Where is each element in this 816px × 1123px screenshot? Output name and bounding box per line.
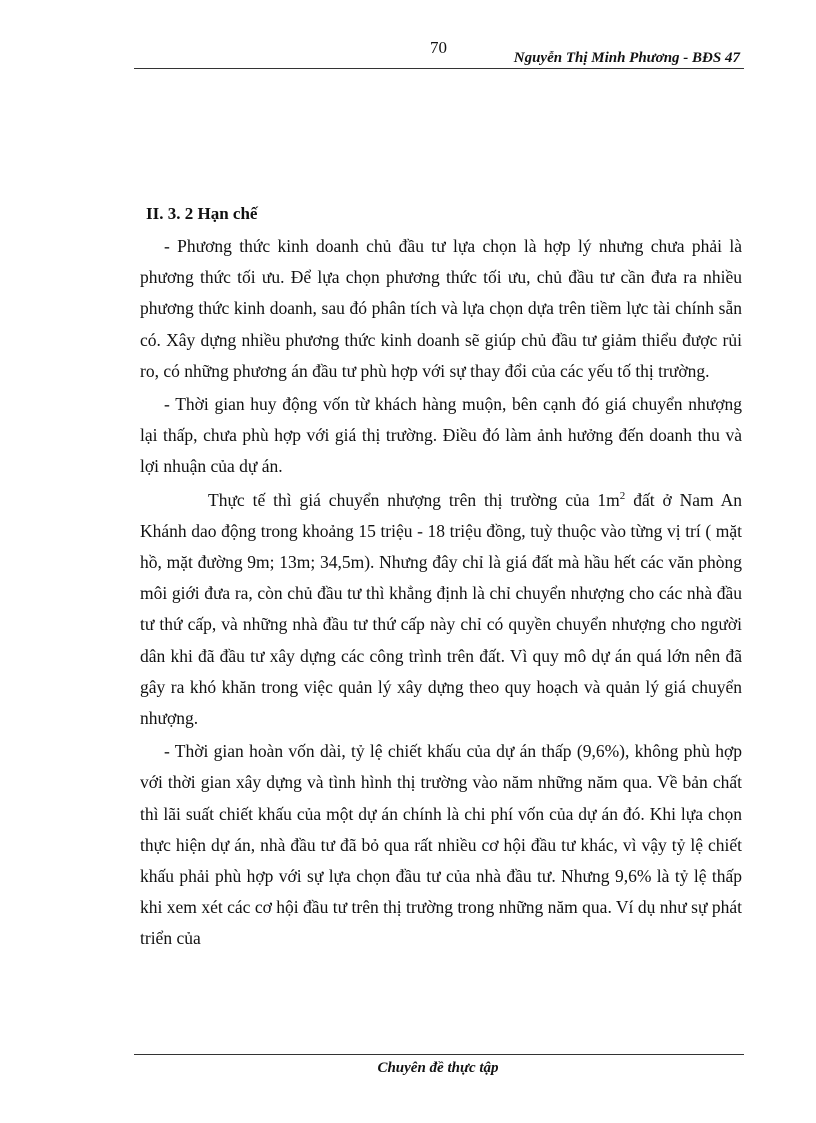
price-text-start: Thực tế thì giá chuyển nhượng trên thị trường của 1m: [208, 489, 620, 510]
paragraph-capital-mobilization: - Thời gian huy động vốn từ khách hàng muộn, bên cạnh đó giá chuyển nhượng lại thấp, chưa phù hợp với giá thị trường. Điều đó làm ảnh hưởng đến doanh thu và lợi nhuận của dự án.: [140, 394, 742, 477]
footer-text: Chuyên đề thực tập: [377, 1060, 499, 1076]
page-number: 70: [430, 38, 447, 57]
document-body: [140, 198, 742, 957]
paragraph-business-method: - Phương thức kinh doanh chủ đầu tư lựa chọn là hợp lý nhưng chưa phải là phương thức tối ưu. Để lựa chọn phương thức tối ưu, chủ đầu tư cần đưa ra nhiều phương thức kinh doanh, sau đó phân tích và lựa chọn dựa trên tiềm lực tài chính sẵn có. Xây dựng nhiều phương thức kinh doanh sẽ giúp chủ đầu tư giảm thiểu được rủi ro, có những phương án đầu tư phù hợp với sự thay đổi của các yếu tố thị trường.: [140, 236, 742, 381]
paragraph-payback-period: - Thời gian hoàn vốn dài, tỷ lệ chiết khấu của dự án thấp (9,6%), không phù hợp với thời gian xây dựng và tình hình thị trường vào năm những năm qua. Về bản chất thì lãi suất chiết khấu của một dự án chính là chi phí vốn của dự án đó. Khi lựa chọn thực hiện dự án, nhà đầu tư đã bỏ qua rất nhiều cơ hội đầu tư khác, vì vậy tỷ lệ chiết khấu phải phù hợp với sự lựa chọn đầu tư của nhà đầu tư. Nhưng 9,6% là tỷ lệ thấp khi xem xét các cơ hội đầu tư trên thị trường trong những năm qua. Ví dụ như sự phát triển của: [140, 741, 742, 949]
header-rule: [134, 68, 744, 69]
footer-rule: [134, 1054, 744, 1055]
paragraph-market-price: [140, 485, 742, 735]
unit-exponent: 2: [619, 489, 626, 502]
header-author: Nguyễn Thị Minh Phương - BĐS 47: [513, 50, 740, 66]
price-text-rest: đất ở Nam An Khánh dao động trong khoảng 15 triệu - 18 triệu đồng, tuỳ thuộc vào từng vị trí ( mặt hồ, mặt đường 9m; 13m; 34,5m). Nhưng đây chỉ là giá đất mà hầu hết các văn phòng môi giới đưa ra, còn chủ đầu tư thì khẳng định là chỉ chuyển nhượng cho các nhà đầu tư thứ cấp, và những nhà đầu tư thứ cấp này chỉ có quyền chuyển nhượng cho người dân khi đã đầu tư xây dựng các công trình trên đất. Vì quy mô dự án quá lớn nên đã gây ra khó khăn trong việc quản lý xây dựng theo quy hoạch và quản lý giá chuyển nhượng.: [140, 489, 742, 729]
section-heading: II. 3. 2 Hạn chế: [146, 204, 258, 223]
